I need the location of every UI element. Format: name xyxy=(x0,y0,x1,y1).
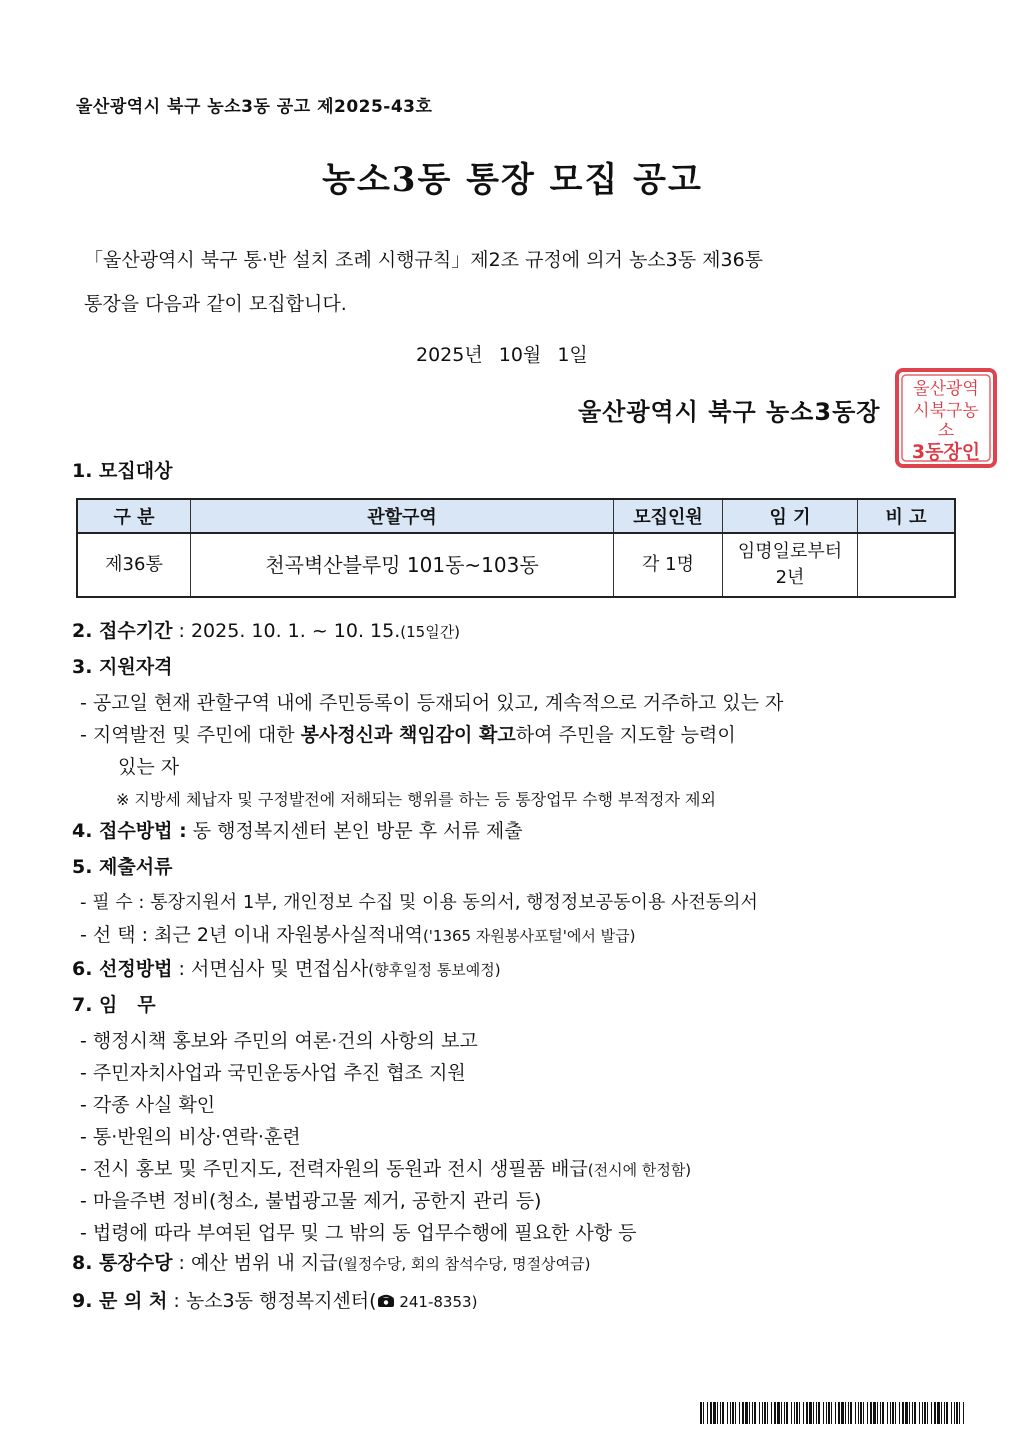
section-heading: 4. 접수방법 : xyxy=(72,820,187,842)
table-header-row xyxy=(77,499,955,533)
list-item: - 각종 사실 확인 xyxy=(80,1094,216,1116)
barcode-icon xyxy=(700,1402,968,1424)
section-heading: 3. 지원자격 xyxy=(72,656,173,678)
qualification-note: ※ 지방세 체납자 및 구정발전에 저해되는 행위를 하는 등 통장업무 수행 부적정자 제외 xyxy=(116,790,716,809)
section-application-method xyxy=(72,816,523,843)
section-heading: 1. 모집대상 xyxy=(72,460,173,482)
allowance-note: (월정수당, 회의 참석수당, 명절상여금) xyxy=(337,1255,591,1273)
colon: : xyxy=(167,1290,186,1312)
table-row xyxy=(77,533,955,597)
page-title: 농소3동 통장 모집 공고 xyxy=(322,160,703,200)
table-header: 비 고 xyxy=(858,499,956,533)
list-item-continued: 있는 자 xyxy=(118,756,180,778)
selection-note: (향후일정 통보예정) xyxy=(368,961,501,979)
cell-area: 천곡벽산블루밍 101동~103동 xyxy=(191,533,614,597)
intro-line-2: 통장을 다음과 같이 모집합니다. xyxy=(84,293,347,315)
item-text: - 전시 홍보 및 주민지도, 전력자원의 동원과 전시 생필품 배급 xyxy=(80,1158,588,1180)
item-emphasis: 봉사정신과 책임감이 확고 xyxy=(300,724,516,746)
section-recruit-target xyxy=(72,456,172,483)
section-heading: 5. 제출서류 xyxy=(72,856,173,878)
table-header: 관할구역 xyxy=(191,499,614,533)
colon: : xyxy=(172,620,191,642)
list-item xyxy=(80,1154,691,1181)
intro-line-1: 「울산광역시 북구 통·반 설치 조례 시행규칙」제2조 규정에 의거 농소3동 제36통 xyxy=(84,249,764,271)
list-item: - 법령에 따라 부여된 업무 및 그 밖의 동 업무수행에 필요한 사항 등 xyxy=(80,1222,637,1244)
list-item: - 마을주변 정비(청소, 불법광고물 제거, 공한지 관리 등) xyxy=(80,1190,542,1212)
section-heading: 7. 임 무 xyxy=(72,994,156,1016)
list-item: - 필 수 : 통장지원서 1부, 개인정보 수집 및 이용 동의서, 행정정보공동이용 사전동의서 xyxy=(80,892,758,913)
notice-number: 울산광역시 북구 농소3동 공고 제2025-43호 xyxy=(76,97,433,117)
item-note: (전시에 한정함) xyxy=(587,1161,692,1179)
item-text: 하여 주민을 지도할 능력이 xyxy=(515,724,736,746)
list-item: - 주민자치사업과 국민운동사업 추진 협조 지원 xyxy=(80,1062,466,1084)
period-days: (15일간) xyxy=(400,623,461,641)
colon: : xyxy=(172,1252,191,1274)
contact-office: 농소3동 행정복지센터( xyxy=(185,1290,377,1312)
list-item: - 행정시책 홍보와 주민의 여론·건의 사항의 보고 xyxy=(80,1030,478,1052)
section-heading: 2. 접수기간 xyxy=(72,620,173,642)
allowance-value: 예산 범위 내 지급 xyxy=(190,1252,338,1274)
list-item xyxy=(80,920,636,947)
notice-date: 2025년 10월 1일 xyxy=(416,344,588,366)
section-heading: 6. 선정방법 xyxy=(72,958,173,980)
cell-count: 각 1명 xyxy=(614,533,723,597)
phone-icon xyxy=(377,1294,395,1308)
section-allowance xyxy=(72,1248,590,1275)
section-application-period xyxy=(72,616,460,643)
section-selection xyxy=(72,954,501,981)
cell-note xyxy=(858,533,956,597)
recruit-table xyxy=(76,498,956,598)
item-text: - 선 택 : 최근 2년 이내 자원봉사실적내역 xyxy=(80,924,423,946)
method-value: 동 행정복지센터 본인 방문 후 서류 제출 xyxy=(186,820,523,842)
svg-text:시북구농: 시북구농 xyxy=(913,401,979,421)
item-note: ('1365 자원봉사포털'에서 발급) xyxy=(422,927,636,945)
table-header: 모집인원 xyxy=(614,499,723,533)
section-contact xyxy=(72,1286,477,1313)
svg-text:울산광역: 울산광역 xyxy=(913,379,979,399)
selection-value: 서면심사 및 면접심사 xyxy=(190,958,369,980)
section-heading: 8. 통장수당 xyxy=(72,1252,173,1274)
term-line-2: 2년 xyxy=(775,567,805,588)
cell-division: 제36통 xyxy=(77,533,191,597)
cell-term xyxy=(723,533,858,597)
intro-paragraph xyxy=(84,238,984,326)
table-header: 임 기 xyxy=(723,499,858,533)
item-text: - 지역발전 및 주민에 대한 xyxy=(80,724,301,746)
list-item: - 통·반원의 비상·연락·훈련 xyxy=(80,1126,301,1148)
contact-phone: 241-8353) xyxy=(394,1293,478,1311)
colon: : xyxy=(172,958,191,980)
term-line-1: 임명일로부터 xyxy=(737,541,843,562)
section-qualification xyxy=(72,652,172,679)
svg-text:3동장인: 3동장인 xyxy=(911,441,981,463)
section-documents xyxy=(72,852,172,879)
list-item xyxy=(80,720,736,747)
official-seal-icon xyxy=(893,366,999,470)
section-heading: 9. 문 의 처 xyxy=(72,1290,168,1312)
issuer-name: 울산광역시 북구 농소3동장 xyxy=(578,398,881,426)
svg-text:소: 소 xyxy=(937,421,955,441)
section-duties xyxy=(72,990,156,1017)
table-header: 구 분 xyxy=(77,499,191,533)
period-value: 2025. 10. 1. ~ 10. 15. xyxy=(190,620,401,642)
list-item: - 공고일 현재 관할구역 내에 주민등록이 등재되어 있고, 계속적으로 거주하고 있는 자 xyxy=(80,692,784,714)
